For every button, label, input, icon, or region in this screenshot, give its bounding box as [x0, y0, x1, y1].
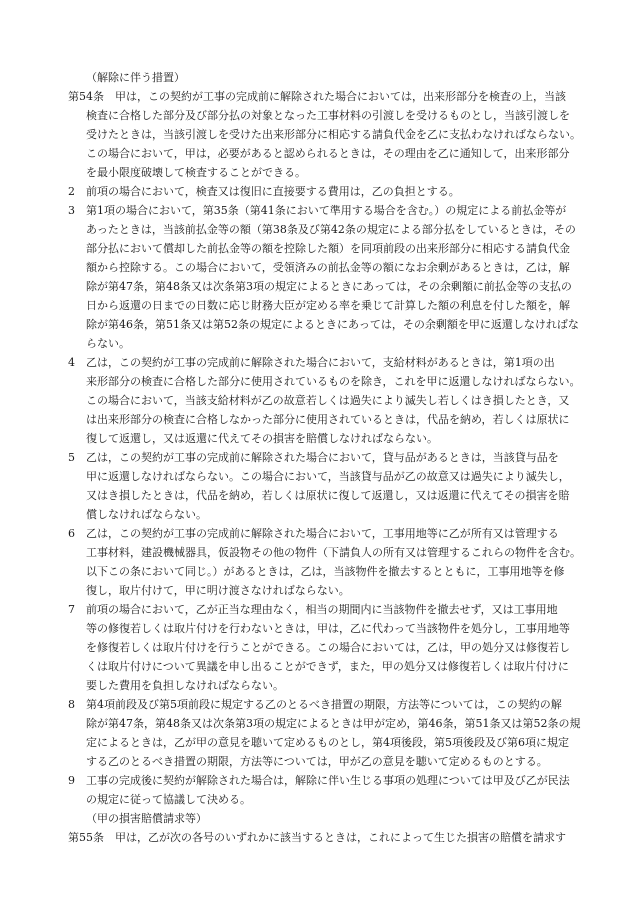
paragraph-line: あったときは，当該前払金等の額（第38条及び第42条の規定による部分払をしているときは，その — [86, 223, 576, 236]
paragraph-line: 2 前項の場合において，検査又は復旧に直接要する費用は，乙の負担とする。 — [68, 185, 460, 198]
paragraph-line: の規定に従って協議して決める。 — [86, 793, 251, 806]
paragraph-line: らない。 — [86, 337, 130, 350]
paragraph-line: 7 前項の場合において，乙が正当な理由なく，相当の期間内に当該物件を撤去せず，又は工事用地 — [68, 603, 558, 616]
article-line: 受けたときは，当該引渡しを受けた出来形部分に相応する請負代金を乙に支払わなければならない。 — [86, 128, 581, 141]
paragraph-line: 6 乙は，この契約が工事の完成前に解除された場合において，工事用地等に乙が所有又は管理する — [68, 527, 559, 540]
paragraph-line: 又はき損したときは，代品を納め，若しくは原状に復して返還し，又は返還に代えてその損害を賠 — [86, 489, 570, 502]
paragraph-line: 額から控除する。この場合において，受領済みの前払金等の額になお余剰があるときは，乙は，解 — [86, 261, 570, 274]
section-caption: （甲の損害賠償請求等） — [86, 812, 207, 825]
paragraph-line: は出来形部分の検査に合格しなかった部分に使用されているときは，代品を納め，若しくは原状に — [86, 413, 570, 426]
article-line: 検査に合格した部分及び部分払の対象となった工事材料の引渡しを受けるものとし，当該引渡しを — [86, 109, 570, 122]
paragraph-line: 3 第1項の場合において，第35条（第41条において準用する場合を含む。）の規定による前払金等が — [68, 204, 567, 217]
paragraph-line: 要した費用を負担しなければならない。 — [86, 679, 284, 692]
paragraph-line: 以下この条において同じ。）があるときは，乙は，当該物件を撤去するとともに，工事用地等を修 — [86, 565, 565, 578]
paragraph-line: 除が第47条，第48条又は次条第3項の規定によるときにあっては，その余剰額に前払金等の支払の — [86, 280, 572, 293]
paragraph-line: 等の修復若しくは取片付けを行わないときは，甲は，乙に代わって当該物件を処分し，工事用地等 — [86, 622, 570, 635]
paragraph-line: 復し，取片付けて，甲に明け渡さなければならない。 — [86, 584, 350, 597]
paragraph-line: 除が第46条，第51条又は第52条の規定によるときにあっては，その余剰額を甲に返還しなければな — [86, 318, 579, 331]
paragraph-line: 4 乙は，この契約が工事の完成前に解除された場合において，支給材料があるときは，第1項の出 — [68, 356, 555, 369]
paragraph-line: 工事材料，建設機械器具，仮設物その他の物件（下請負人の所有又は管理するこれらの物件を含む。 — [86, 546, 581, 559]
paragraph-line: 日から返還の日までの日数に応じ財務大臣が定める率を乗じて計算した額の利息を付した額を，解 — [86, 299, 570, 312]
paragraph-line: 除が第47条，第48条又は次条第3項の規定によるときは甲が定め，第46条，第51条又は第52条の規 — [86, 717, 581, 730]
paragraph-line: くは取片付けについて異議を申し出ることができず，また，甲の処分又は修復若しくは取片付けに — [86, 660, 569, 673]
article-line: を最小限度破壊して検査することができる。 — [86, 166, 306, 179]
paragraph-line: この場合において，当該支給材料が乙の故意若しくは過失により滅失し若しくはき損したとき，又 — [86, 394, 570, 407]
paragraph-line: を修復若しくは取片付けを行うことができる。この場合においては，乙は，甲の処分又は修復若し — [86, 641, 570, 654]
article-line: 第55条 甲は，乙が次の各号のいずれかに該当するときは，これによって生じた損害の賠償を請求す — [68, 831, 566, 844]
section-caption: （解除に伴う措置） — [86, 71, 185, 84]
paragraph-line: 5 乙は，この契約が工事の完成前に解除された場合において，貸与品があるときは，当該貸与品を — [68, 451, 559, 464]
paragraph-line: 9 工事の完成後に契約が解除された場合は，解除に伴い生じる事項の処理については甲及び乙が民法 — [68, 774, 570, 787]
paragraph-line: 償しなければならない。 — [86, 508, 207, 521]
paragraph-line: 定によるときは，乙が甲の意見を聴いて定めるものとし，第4項後段，第5項後段及び第6項に規定 — [86, 736, 569, 749]
paragraph-line: する乙のとるべき措置の期限，方法等については，甲が乙の意見を聴いて定めるものとする。 — [86, 755, 548, 768]
paragraph-line: 8 第4項前段及び第5項前段に規定する乙のとるべき措置の期限，方法等については，この契約の解 — [68, 698, 562, 711]
paragraph-line: 部分払において償却した前払金等の額を控除した額）を同項前段の出来形部分に相応する請負代金 — [86, 242, 570, 255]
paragraph-line: 来形部分の検査に合格した部分に使用されているものを除き，これを甲に返還しなければならない。 — [86, 375, 581, 388]
article-line: この場合において，甲は，必要があると認められるときは，その理由を乙に通知して，出来形部分 — [86, 147, 570, 160]
paragraph-line: 復して返還し，又は返還に代えてその損害を賠償しなければならない。 — [86, 432, 438, 445]
paragraph-line: 甲に返還しなければならない。この場合において，当該貸与品が乙の故意又は過失により滅失し， — [86, 470, 570, 483]
article-line: 第54条 甲は，この契約が工事の完成前に解除された場合においては，出来形部分を検査の上，当該 — [68, 90, 566, 103]
